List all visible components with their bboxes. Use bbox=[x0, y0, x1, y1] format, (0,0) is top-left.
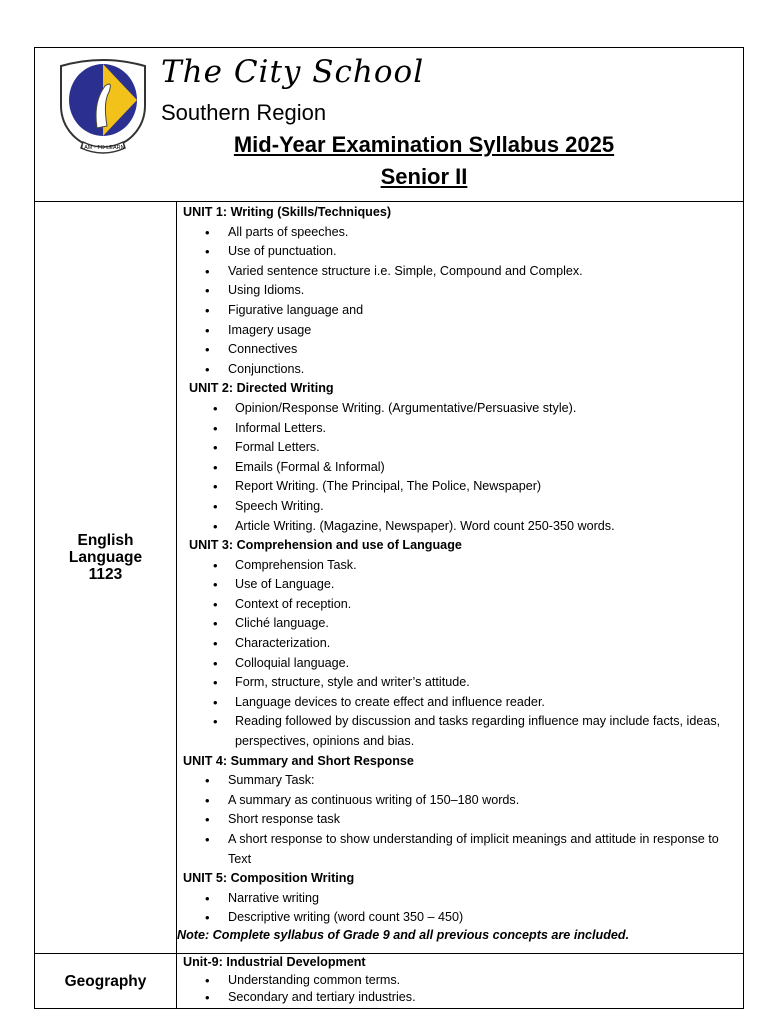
unit-list bbox=[183, 223, 739, 380]
column-divider bbox=[176, 202, 177, 1008]
syllabus-table bbox=[34, 47, 744, 1009]
list-item: • Formal Letters. bbox=[183, 438, 739, 458]
list-item: • Use of Language. bbox=[183, 575, 739, 595]
unit-list bbox=[183, 771, 739, 869]
list-item: • Characterization. bbox=[183, 634, 739, 654]
unit-title: UNIT 4: Summary and Short Response bbox=[183, 753, 414, 768]
subject-geography: Geography bbox=[64, 973, 147, 990]
list-item: • Form, structure, style and writer’s attitude. bbox=[183, 673, 739, 693]
class-title: Senior II bbox=[380, 164, 468, 189]
unit-title: UNIT 2: Directed Writing bbox=[189, 381, 334, 396]
list-item: • Informal Letters. bbox=[183, 419, 739, 439]
list-item: • Using Idioms. bbox=[183, 281, 739, 301]
list-item: • All parts of speeches. bbox=[183, 223, 739, 243]
list-item: • Cliché language. bbox=[183, 614, 739, 634]
unit-title: Unit-9: Industrial Development bbox=[183, 955, 366, 969]
subject-english: English Language 1123 bbox=[68, 532, 143, 583]
list-item: • Context of reception. bbox=[183, 595, 739, 615]
syllabus-note: Note: Complete syllabus of Grade 9 and all previous concepts are included. bbox=[177, 927, 630, 942]
geography-syllabus bbox=[183, 954, 739, 1007]
list-item: • Comprehension Task. bbox=[183, 556, 739, 576]
logo-motto: I AM - TO LEARN bbox=[81, 145, 125, 151]
list-item: • Descriptive writing (word count 350 – 450) bbox=[183, 908, 739, 928]
list-item: • Speech Writing. bbox=[183, 497, 739, 517]
unit-title: UNIT 3: Comprehension and use of Language bbox=[189, 538, 462, 553]
list-item: • Narrative writing bbox=[183, 889, 739, 909]
header-cell bbox=[35, 48, 743, 202]
exam-title: Mid-Year Examination Syllabus 2025 bbox=[233, 132, 615, 157]
unit-list bbox=[183, 399, 739, 536]
list-item: • Secondary and tertiary industries. bbox=[183, 989, 739, 1007]
school-name: The City School bbox=[161, 54, 425, 90]
list-item: • Opinion/Response Writing. (Argumentative/Persuasive style). bbox=[183, 399, 739, 419]
list-item: • Varied sentence structure i.e. Simple, Compound and Complex. bbox=[183, 262, 739, 282]
list-item: • Connectives bbox=[183, 340, 739, 360]
list-item: • Colloquial language. bbox=[183, 654, 739, 674]
list-item: • Conjunctions. bbox=[183, 360, 739, 380]
list-item: • Emails (Formal & Informal) bbox=[183, 458, 739, 478]
list-item: • Reading followed by discussion and tasks regarding influence may include facts, ideas, perspectives, opinions and bias. bbox=[183, 712, 739, 751]
english-syllabus bbox=[177, 203, 739, 943]
unit-title: UNIT 1: Writing (Skills/Techniques) bbox=[183, 205, 392, 219]
unit-list bbox=[183, 972, 739, 1007]
unit-title: UNIT 5: Composition Writing bbox=[183, 871, 355, 886]
list-item: • Language devices to create effect and influence reader. bbox=[183, 693, 739, 713]
list-item: • Imagery usage bbox=[183, 321, 739, 341]
list-item: • Report Writing. (The Principal, The Police, Newspaper) bbox=[183, 477, 739, 497]
unit-list bbox=[183, 556, 739, 752]
list-item: • Use of punctuation. bbox=[183, 242, 739, 262]
list-item: • A summary as continuous writing of 150–180 words. bbox=[183, 791, 739, 811]
list-item: • Article Writing. (Magazine, Newspaper). Word count 250-350 words. bbox=[183, 517, 739, 537]
list-item: • Figurative language and bbox=[183, 301, 739, 321]
list-item: • Short response task bbox=[183, 810, 739, 830]
unit-list bbox=[183, 889, 739, 928]
list-item: • Summary Task: bbox=[183, 771, 739, 791]
list-item: • A short response to show understanding of implicit meanings and attitude in response to Text bbox=[183, 830, 739, 869]
region: Southern Region bbox=[161, 100, 327, 125]
list-item: • Understanding common terms. bbox=[183, 972, 739, 990]
